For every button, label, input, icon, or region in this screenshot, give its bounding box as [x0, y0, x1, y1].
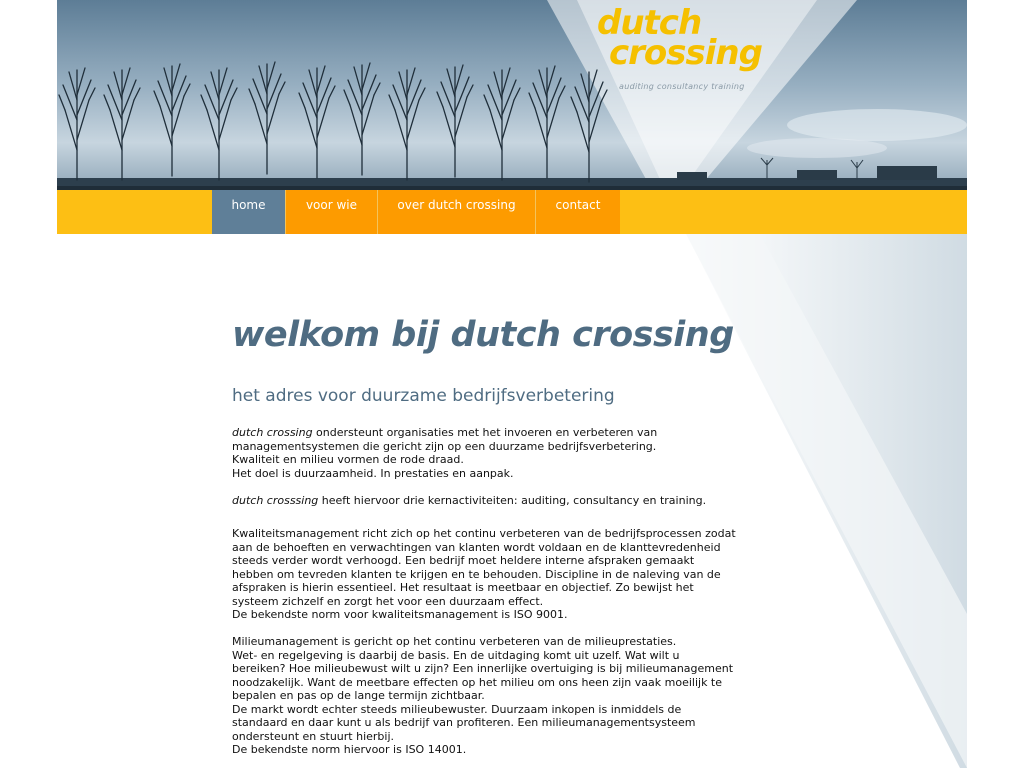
main-content: [232, 310, 752, 757]
logo-word-crossing: crossing: [609, 33, 762, 73]
quality-line: De bekendste norm voor kwaliteitsmanagement is ISO 9001.: [232, 608, 568, 621]
environment-line: De bekendste norm hiervoor is ISO 14001.: [232, 743, 467, 756]
nav-item-voor-wie[interactable]: voor wie: [286, 190, 378, 234]
intro-line-2: managementsystemen die gericht zijn op een duurzame bedrijfsverbetering.: [232, 439, 657, 453]
environment-line: bereiken? Hoe milieubewust wilt u zijn? Een innerlijke overtuiging is bij milieumanagement: [232, 662, 734, 675]
environment-line: De markt wordt echter steeds milieubewuster. Duurzaam inkopen is inmiddels de: [232, 702, 682, 716]
trees-landscape-image: [57, 0, 967, 190]
intro-paragraph: [232, 426, 752, 480]
intro-line-1-text: ondersteunt organisaties met het invoeren en verbeteren van: [312, 426, 658, 439]
quality-line: steeds verder wordt verhoogd. Een bedrijf moet heldere interne afspraken gemaakt: [232, 554, 695, 567]
quality-line: Kwaliteitsmanagement richt zich op het continu verbeteren van de bedrijfsprocessen zodat: [232, 527, 736, 540]
environment-line: Milieumanagement is gericht op het continu verbeteren van de milieuprestaties.: [232, 635, 677, 648]
intro-line-3: Kwaliteit en milieu vormen de rode draad.: [232, 453, 464, 466]
quality-line: hebben om tevreden klanten te krijgen en te behouden. Discipline in de naleving van de: [232, 567, 721, 581]
environment-line: Wet- en regelgeving is daarbij de basis. En de uitdaging komt uit uzelf. Wat wilt u: [232, 648, 680, 662]
quality-paragraph: [232, 527, 752, 622]
nav-item-over-dutch-crossing[interactable]: over dutch crossing: [378, 190, 536, 234]
page-title: welkom bij dutch crossing: [232, 315, 734, 355]
page-subtitle: het adres voor duurzame bedrijfsverbetering: [232, 386, 615, 406]
environment-line: ondersteunt en stuurt hierbij.: [232, 729, 395, 743]
activities-paragraph: [232, 494, 752, 508]
nav-item-contact[interactable]: contact: [536, 190, 620, 234]
nav-bar: [57, 190, 967, 234]
header-banner: [57, 0, 967, 190]
quality-line: systeem zichzelf en zorgt het voor een duurzaam effect.: [232, 594, 544, 608]
intro-line-4: Het doel is duurzaamheid. In prestaties en aanpak.: [232, 466, 514, 480]
environment-line: bepalen en pas op de lange termijn zichtbaar.: [232, 689, 485, 702]
logo-word-dutch: dutch: [597, 3, 702, 43]
brand-name: dutch crossing: [232, 426, 313, 439]
quality-line: aan de behoeften en verwachtingen van klanten wordt voldaan en de klanttevredenheid: [232, 540, 721, 554]
intro-line-1: [232, 426, 752, 440]
brand-name: dutch crosssing: [232, 493, 319, 507]
environment-paragraph: [232, 635, 752, 757]
logo-tagline: auditing consultancy training: [619, 82, 745, 91]
environment-line: standaard en daar kunt u als bedrijf van profiteren. Een milieumanagementsysteem: [232, 716, 696, 729]
logo[interactable]: [597, 3, 762, 102]
nav-item-home[interactable]: home: [212, 190, 286, 234]
main-nav: [212, 190, 620, 234]
environment-line: noodzakelijk. Want de meetbare effecten op het milieu om ons heen zijn vaak moeilijk te: [232, 675, 723, 689]
activities-text: heeft hiervoor drie kernactiviteiten: auditing, consultancy en training.: [318, 493, 707, 507]
quality-line: afspraken is hierin essentieel. Het resultaat is meetbaar en objectief. Zo bewijst het: [232, 581, 694, 594]
